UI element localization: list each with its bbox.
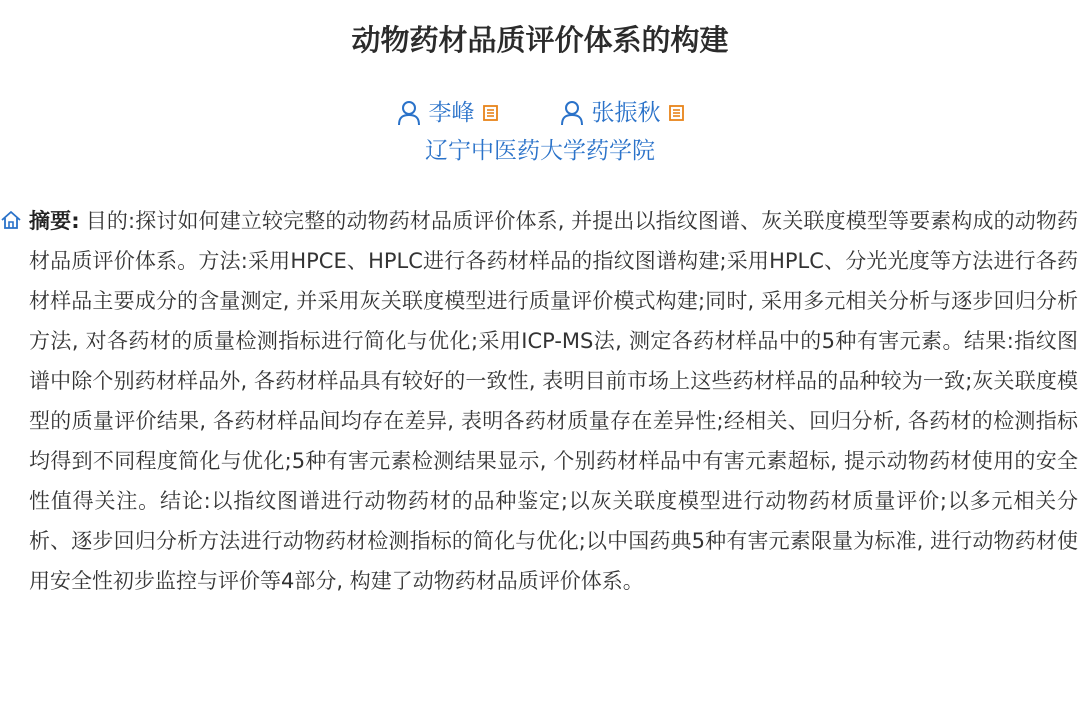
abstract-label: 摘要: — [29, 209, 80, 233]
article-title: 动物药材品质评价体系的构建 — [351, 23, 729, 57]
home-icon — [0, 209, 22, 235]
author-affiliation[interactable]: 辽宁中医药大学药学院 — [425, 138, 655, 164]
author-list — [0, 96, 1080, 130]
document-icon[interactable] — [669, 105, 684, 121]
person-icon — [560, 100, 584, 126]
person-icon — [397, 100, 421, 126]
author-name[interactable]: 李峰 — [428, 100, 475, 126]
abstract — [29, 201, 1078, 601]
document-icon[interactable] — [483, 105, 498, 121]
author-item[interactable] — [397, 96, 498, 130]
author-name[interactable]: 张振秋 — [591, 100, 661, 126]
abstract-text: 目的:探讨如何建立较完整的动物药材品质评价体系, 并提出以指纹图谱、灰关联度模型等要素构成的动物药材品质评价体系。方法:采用HPCE、HPLC进行各药材样品的指纹图谱构建;采用HPLC、分光光度等方法进行各药材样品主要成分的含量测定, 并采用灰关联度模型进行质量评价模式构建;同时, 采用多元相关分析与逐步回归分析方法, 对各药材的质量检测指标进行简化与优化;采用ICP-MS法, 测定各药材样品中的5种有害元素。结果:指纹图谱中除个别药材样品外, 各药材样品具有较好的一致性, 表明目前市场上这些药材样品的品种较为一致;灰关联度模型的质量评价结果, 各药材样品间均存在差异, 表明各药材质量存在差异性;经相关、回归分析, 各药材的检测指标均得到不同程度简化与优化;5种有害元素检测结果显示, 个别药材样品中有害元素超标, 提示动物药材使用的安全性值得关注。结论:以指纹图谱进行动物药材的品种鉴定;以灰关联度模型进行动物药材质量评价;以多元相关分析、逐步回归分析方法进行动物药材检测指标的简化与优化;以中国药典5种有害元素限量为标准, 进行动物药材使用安全性初步监控与评价等4部分, 构建了动物药材品质评价体系。 — [29, 209, 1079, 593]
author-item[interactable] — [560, 96, 684, 130]
